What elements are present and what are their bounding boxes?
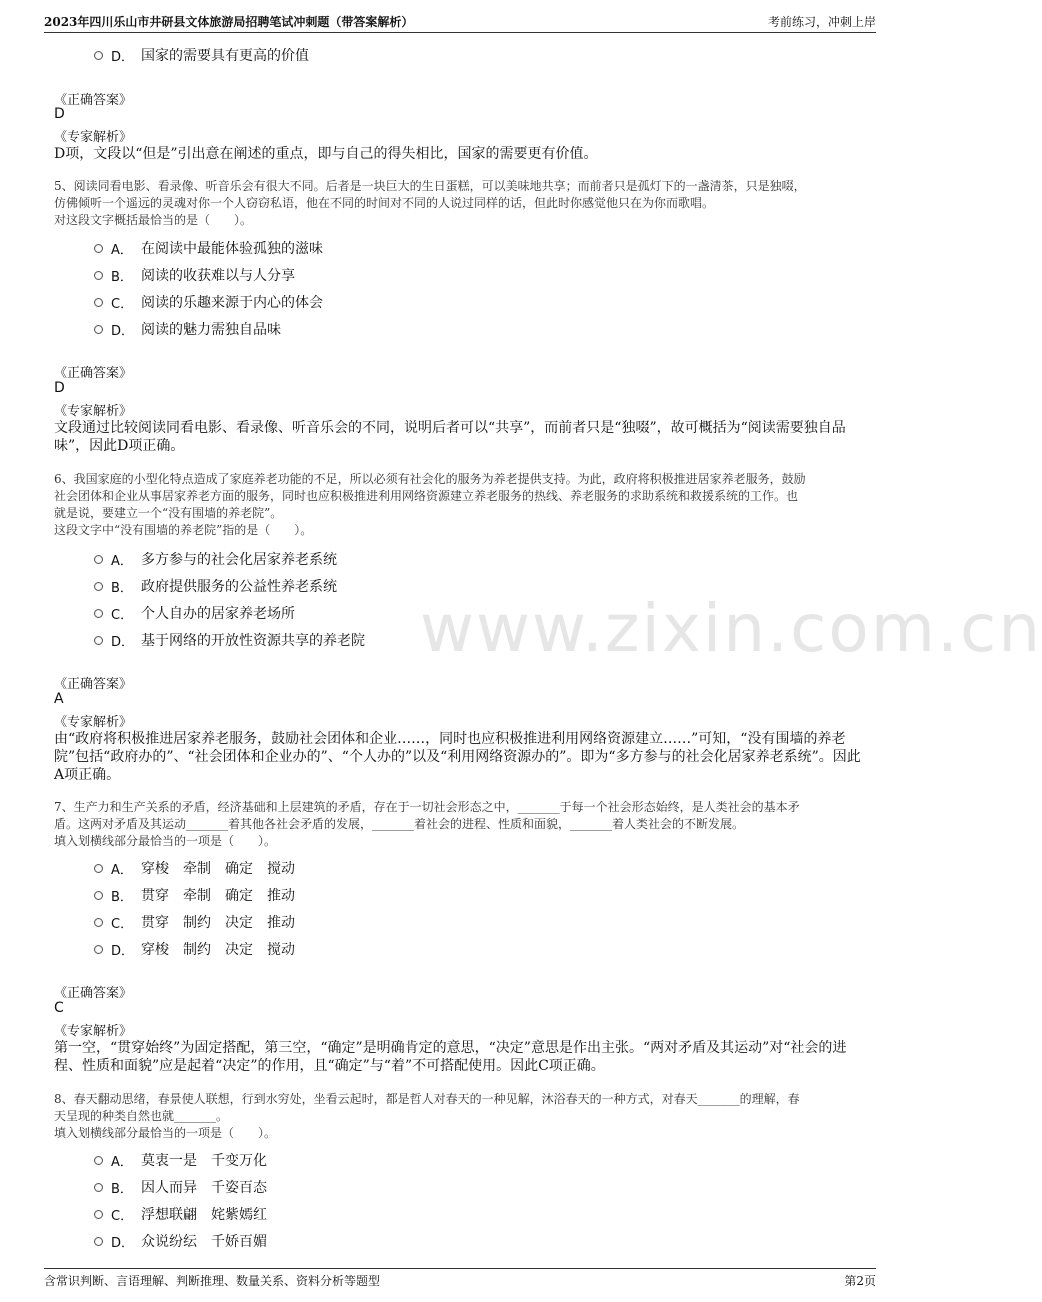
answer-label: 《正确答案》 [54, 366, 133, 381]
q6-option-c[interactable]: C． 个人自办的居家养老场所 [94, 603, 295, 623]
analysis-label: 《专家解析》 [54, 715, 133, 730]
q7-option-c[interactable]: C． 贯穿 制约 决定 推动 [94, 912, 295, 932]
q7-option-b[interactable]: B． 贯穿 牵制 确定 推动 [94, 885, 295, 905]
analysis-label: 《专家解析》 [54, 404, 133, 419]
q6-option-a[interactable]: A． 多方参与的社会化居家养老系统 [94, 549, 337, 569]
analysis-label: 《专家解析》 [54, 1024, 133, 1039]
q5-option-d[interactable]: D． 阅读的魅力需独自品味 [94, 319, 281, 339]
radio-icon[interactable] [94, 636, 103, 645]
question-5-stem: 5、阅读同看电影、看录像、听音乐会有很大不同。后者是一块巨大的生日蛋糕，可以美味地共享；而前者只是孤灯下的一盏清茶，只是独啜， 仿佛倾听一个遥远的灵魂对你一个人窃窃私语，他在不同的时间对不同的人说过同样的话，但此时你感觉他只在为你而歌唱。 对这段文字概括最恰当的是（ ）。 [54, 179, 806, 227]
radio-icon[interactable] [94, 609, 103, 618]
radio-icon[interactable] [94, 1183, 103, 1192]
radio-icon[interactable] [94, 864, 103, 873]
answer-label: 《正确答案》 [54, 677, 133, 692]
analysis-text: 文段通过比较阅读同看电影、看录像、听音乐会的不同，说明后者可以“共享”，而前者只是“独啜”，故可概括为“阅读需要独自品味”，因此D项正确。 [54, 420, 846, 454]
q4-option-d[interactable]: D． 国家的需要具有更高的价值 [94, 45, 309, 65]
radio-icon[interactable] [94, 1210, 103, 1219]
question-7-stem: 7、生产力和生产关系的矛盾，经济基础和上层建筑的矛盾，存在于一切社会形态之中，_______于每一个社会形态始终，是人类社会的基本矛 盾。这两对矛盾及其运动_______着其他各社会矛盾的发展，_______着社会的进程、性质和面貌，_______着人类社会的不断发展。 填入划横线部分最恰当的一项是（ ）。 [54, 800, 800, 848]
page-header [44, 10, 876, 33]
analysis-text: 第一空，“贯穿始终”为固定搭配，第三空，“确定”是明确肯定的意思，“决定”意思是作出主张。“两对矛盾及其运动”对“社会的进程、性质和面貌”应是起着“决定”的作用，且“确定”与“着”不可搭配使用。因此C项正确。 [54, 1040, 847, 1074]
answer-value: C [54, 1000, 64, 1016]
radio-icon[interactable] [94, 1156, 103, 1165]
analysis-label: 《专家解析》 [54, 130, 133, 145]
analysis-text: D项，文段以“但是”引出意在阐述的重点，即与自己的得失相比，国家的需要更有价值。 [54, 146, 598, 162]
q8-option-b[interactable]: B． 因人而异 千姿百态 [94, 1177, 267, 1197]
header-slogan: 考前练习，冲刺上岸 [767, 15, 876, 29]
radio-icon[interactable] [94, 945, 103, 954]
radio-icon[interactable] [94, 1237, 103, 1246]
radio-icon[interactable] [94, 891, 103, 900]
radio-icon[interactable] [94, 555, 103, 564]
radio-icon[interactable] [94, 325, 103, 334]
radio-icon[interactable] [94, 244, 103, 253]
q5-option-b[interactable]: B． 阅读的收获难以与人分享 [94, 265, 295, 285]
radio-icon[interactable] [94, 582, 103, 591]
q6-option-b[interactable]: B． 政府提供服务的公益性养老系统 [94, 576, 337, 596]
q7-option-d[interactable]: D． 穿梭 制约 决定 搅动 [94, 939, 295, 959]
answer-value: D [54, 106, 65, 122]
q7-option-a[interactable]: A． 穿梭 牵制 确定 搅动 [94, 858, 295, 878]
footer-note: 含常识判断、言语理解、判断推理、数量关系、资料分析等题型 [44, 1273, 381, 1288]
question-6-stem: 6、我国家庭的小型化特点造成了家庭养老功能的不足，所以必须有社会化的服务为养老提供支持。为此，政府将积极推进居家养老服务，鼓励 社会团体和企业从事居家养老方面的服务，同时也应积极推进利用网络资源建立养老服务的热线、养老服务的求助系统和救援系统的工作。也 就是说，要建立一个“没有围墙的养老院”。 这段文字中“没有围墙的养老院”指的是（ ）。 [54, 472, 806, 537]
q8-option-a[interactable]: A． 莫衷一是 千变万化 [94, 1150, 267, 1170]
answer-label: 《正确答案》 [54, 93, 133, 108]
radio-icon[interactable] [94, 918, 103, 927]
q5-option-a[interactable]: A． 在阅读中最能体验孤独的滋味 [94, 238, 323, 258]
document-title: 2023年四川乐山市井研县文体旅游局招聘笔试冲刺题（带答案解析） [44, 15, 414, 29]
answer-value: A [54, 691, 64, 707]
q6-option-d[interactable]: D． 基于网络的开放性资源共享的养老院 [94, 630, 365, 650]
q5-option-c[interactable]: C． 阅读的乐趣来源于内心的体会 [94, 292, 323, 312]
watermark: www.zixin.com.cn [420, 590, 1042, 667]
analysis-text: 由“政府将积极推进居家养老服务，鼓励社会团体和企业……，同时也应积极推进利用网络资源建立……”可知，“没有围墙的养老院”包括“政府办的”、“社会团体和企业办的”、“个人办的”以及“利用网络资源办的”。即为“多方参与的社会化居家养老系统”。因此A项正确。 [54, 731, 861, 783]
answer-label: 《正确答案》 [54, 986, 133, 1001]
q8-option-d[interactable]: D． 众说纷纭 千娇百媚 [94, 1231, 267, 1251]
radio-icon[interactable] [94, 51, 103, 60]
q8-option-c[interactable]: C． 浮想联翩 姹紫嫣红 [94, 1204, 267, 1224]
page-footer [44, 1268, 876, 1291]
radio-icon[interactable] [94, 298, 103, 307]
question-8-stem: 8、春天翻动思绪，春景使人联想，行到水穷处，坐看云起时，都是哲人对春天的一种见解，沐浴春天的一种方式，对春天_______的理解，春 天呈现的种类自然也就_______。 填入划横线部分最恰当的一项是（ ）。 [54, 1092, 800, 1140]
page-number: 第2页 [844, 1273, 876, 1288]
answer-value: D [54, 380, 65, 396]
radio-icon[interactable] [94, 271, 103, 280]
